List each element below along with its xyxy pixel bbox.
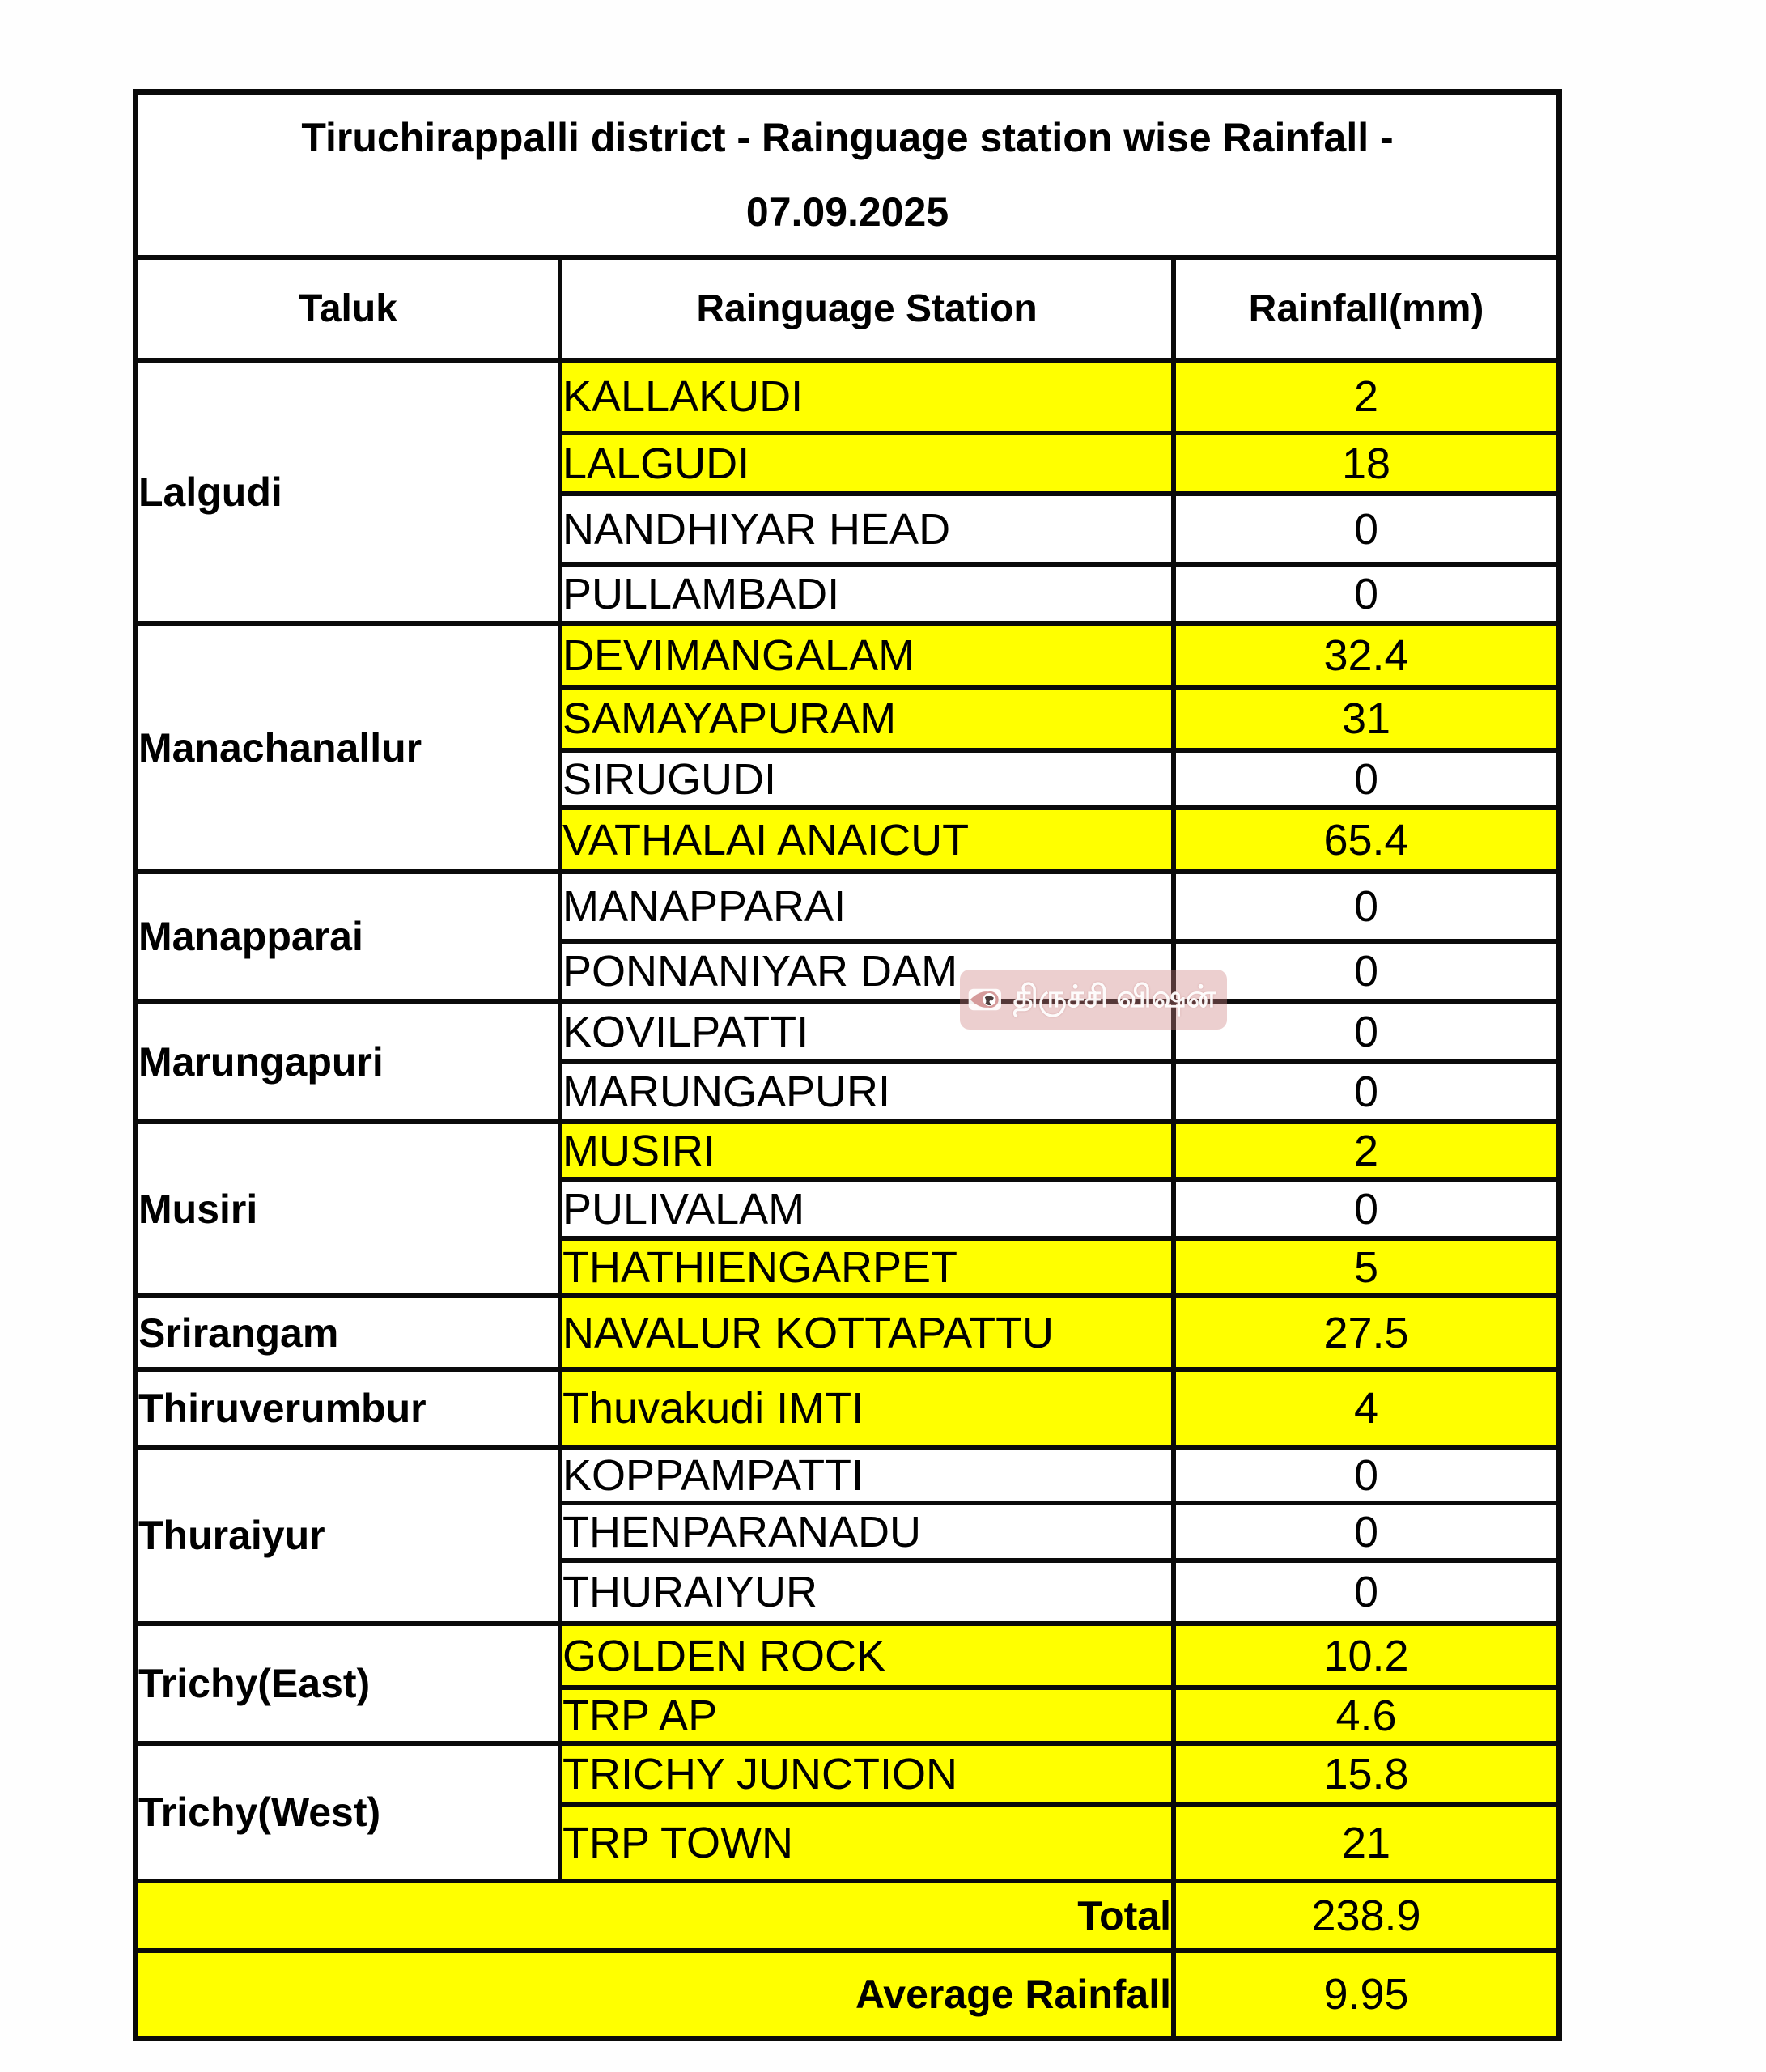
table-row [136, 623, 1559, 687]
station-cell: PONNANIYAR DAM [560, 941, 1174, 1001]
average-rainfall-label: Average Rainfall [136, 1951, 1174, 2038]
rainfall-value-cell: 18 [1174, 433, 1559, 494]
rainfall-value-cell: 0 [1174, 564, 1559, 623]
station-cell: MANAPPARAI [560, 872, 1174, 941]
table-row [136, 1001, 1559, 1062]
eye-logo-icon [968, 977, 1002, 1022]
station-cell: THENPARANADU [560, 1503, 1174, 1560]
page-title-date: 07.09.2025 [745, 189, 949, 235]
watermark [960, 970, 1227, 1030]
taluk-cell: Thuraiyur [136, 1447, 560, 1624]
rainfall-value-cell: 5 [1174, 1238, 1559, 1296]
station-cell: Thuvakudi IMTI [560, 1369, 1174, 1447]
rainfall-value-cell: 15.8 [1174, 1743, 1559, 1804]
rainfall-value-cell: 0 [1174, 1447, 1559, 1503]
rainfall-value-cell: 0 [1174, 1560, 1559, 1624]
taluk-cell: Trichy(East) [136, 1624, 560, 1743]
rainfall-value-cell: 0 [1174, 941, 1559, 1001]
table-row [136, 1624, 1559, 1688]
average-row [136, 1951, 1559, 2038]
column-header-station: Rainguage Station [560, 257, 1174, 360]
rainfall-value-cell: 0 [1174, 1179, 1559, 1238]
table-row [136, 1122, 1559, 1179]
rainfall-value-cell: 10.2 [1174, 1624, 1559, 1688]
taluk-cell: Srirangam [136, 1296, 560, 1369]
taluk-cell: Thiruverumbur [136, 1369, 560, 1447]
station-cell: THATHIENGARPET [560, 1238, 1174, 1296]
rainfall-value-cell: 4.6 [1174, 1688, 1559, 1743]
rainfall-value-cell: 21 [1174, 1804, 1559, 1881]
column-header-rainfall: Rainfall(mm) [1174, 257, 1559, 360]
rainfall-value-cell: 31 [1174, 687, 1559, 750]
station-cell: NAVALUR KOTTAPATTU [560, 1296, 1174, 1369]
rainfall-value-cell: 27.5 [1174, 1296, 1559, 1369]
table-row [136, 872, 1559, 941]
station-cell: MARUNGAPURI [560, 1062, 1174, 1122]
station-cell: PULLAMBADI [560, 564, 1174, 623]
title-row [136, 92, 1559, 257]
station-cell: PULIVALAM [560, 1179, 1174, 1238]
taluk-cell: Lalgudi [136, 360, 560, 623]
rainfall-value-cell: 0 [1174, 1001, 1559, 1062]
taluk-cell: Musiri [136, 1122, 560, 1296]
taluk-cell: Manachanallur [136, 623, 560, 872]
table-row [136, 1743, 1559, 1804]
station-cell: KALLAKUDI [560, 360, 1174, 433]
rainfall-value-cell: 65.4 [1174, 808, 1559, 872]
rainfall-value-cell: 0 [1174, 1062, 1559, 1122]
station-cell: TRP TOWN [560, 1804, 1174, 1881]
station-cell: GOLDEN ROCK [560, 1624, 1174, 1688]
page-title: Tiruchirappalli district - Rainguage station wise Rainfall - [301, 114, 1394, 160]
rainfall-value-cell: 32.4 [1174, 623, 1559, 687]
total-label: Total [136, 1881, 1174, 1951]
rainfall-value-cell: 0 [1174, 1503, 1559, 1560]
rainfall-value-cell: 0 [1174, 750, 1559, 808]
average-rainfall-value: 9.95 [1174, 1951, 1559, 2038]
station-cell: DEVIMANGALAM [560, 623, 1174, 687]
table-row [136, 1447, 1559, 1503]
taluk-cell: Marungapuri [136, 1001, 560, 1122]
total-value: 238.9 [1174, 1881, 1559, 1951]
total-row [136, 1881, 1559, 1951]
station-cell: THURAIYUR [560, 1560, 1174, 1624]
table-row [136, 360, 1559, 433]
taluk-cell: Trichy(West) [136, 1743, 560, 1881]
station-cell: KOVILPATTI [560, 1001, 1174, 1062]
station-cell: SIRUGUDI [560, 750, 1174, 808]
table-row [136, 1369, 1559, 1447]
rainfall-table [133, 89, 1562, 2041]
column-header-taluk: Taluk [136, 257, 560, 360]
station-cell: LALGUDI [560, 433, 1174, 494]
station-cell: TRICHY JUNCTION [560, 1743, 1174, 1804]
station-cell: NANDHIYAR HEAD [560, 494, 1174, 564]
taluk-cell: Manapparai [136, 872, 560, 1001]
rainfall-value-cell: 2 [1174, 1122, 1559, 1179]
table-row [136, 1296, 1559, 1369]
station-cell: KOPPAMPATTI [560, 1447, 1174, 1503]
station-cell: VATHALAI ANAICUT [560, 808, 1174, 872]
watermark-text: திருச்சி விஷன் [1012, 980, 1216, 1014]
table-title-cell [136, 92, 1559, 257]
station-cell: SAMAYAPURAM [560, 687, 1174, 750]
station-cell: TRP AP [560, 1688, 1174, 1743]
header-row [136, 257, 1559, 360]
station-cell: MUSIRI [560, 1122, 1174, 1179]
rainfall-value-cell: 4 [1174, 1369, 1559, 1447]
rainfall-value-cell: 2 [1174, 360, 1559, 433]
rainfall-value-cell: 0 [1174, 494, 1559, 564]
rainfall-value-cell: 0 [1174, 872, 1559, 941]
